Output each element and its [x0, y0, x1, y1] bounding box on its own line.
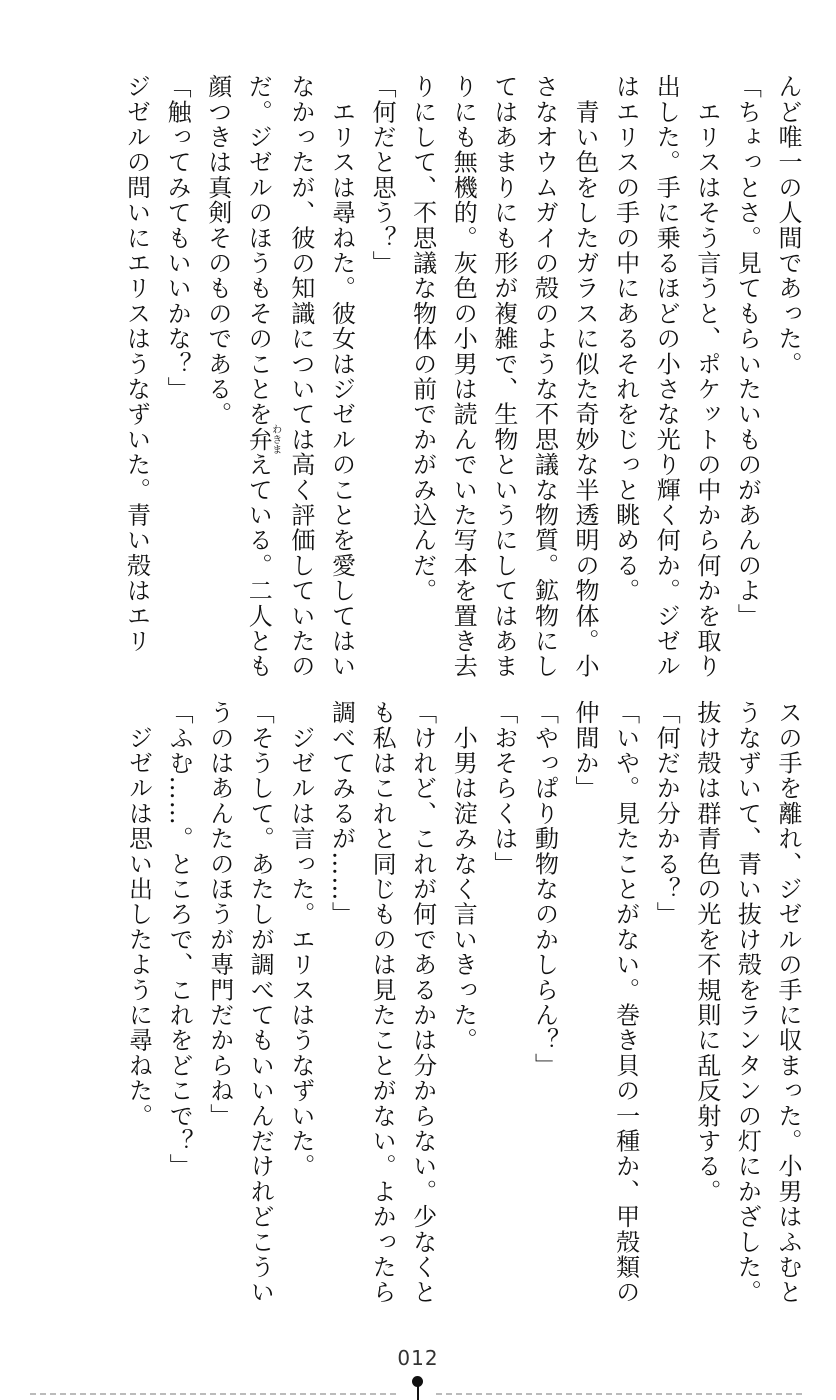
text-column: んど唯一の人間であった。	[774, 74, 802, 377]
text-column: うなずいて、青い抜け殻をランタンの灯にかざした。	[733, 700, 762, 1305]
text-column: 「おそらくは」	[489, 700, 518, 877]
ruby-line-after: えている。二人とも	[244, 452, 273, 679]
text-column: 小男は淀みなく言いきった。	[449, 700, 478, 1053]
page-marker-line	[417, 1386, 419, 1400]
text-column: 顔つきは真剣そのものである。	[203, 74, 232, 427]
text-column-with-ruby	[238, 74, 281, 694]
text-column: 仲間か」	[571, 700, 600, 801]
text-column: なかったが、彼の知識については高く評価していたの	[286, 74, 315, 679]
text-column: ジゼルは思い出したように尋ねた。	[124, 700, 153, 1129]
text-column: ジゼルは言った。エリスはうなずいた。	[286, 700, 315, 1179]
text-column: エリスは尋ねた。彼女はジゼルのことを愛してはい	[327, 74, 356, 679]
text-column: 「やっぱり動物なのかしらん？」	[530, 700, 559, 1078]
text-column: 「何だか分かる？」	[652, 700, 681, 927]
text-column: てはあまりにも形が複雑で、生物というにしてはあま	[489, 74, 518, 679]
text-column: エリスはそう言うと、ポケットの中から何かを取り	[692, 74, 721, 679]
text-column: も私はこれと同じものは見たことがない。よかったら	[368, 700, 397, 1305]
text-column: ジゼルの問いにエリスはうなずいた。青い殻はエリ	[122, 74, 151, 654]
text-column: 「ちょっとさ。見てもらいたいものがあんのよ」	[733, 74, 762, 629]
ruby-line-before: だ。ジゼルのほうもそのことを	[244, 74, 273, 427]
text-column: スの手を離れ、ジゼルの手に収まった。小男はふむと	[774, 700, 802, 1305]
text-column: りにも無機的。灰色の小男は読んでいた写本を置き去	[449, 74, 478, 679]
text-column: 青い色をしたガラスに似た奇妙な半透明の物体。小	[571, 74, 600, 679]
footer-rule-right	[436, 1393, 806, 1395]
text-column: 抜け殻は群青色の光を不規則に乱反射する。	[692, 700, 721, 1204]
text-column: 出した。手に乗るほどの小さな光り輝く何か。ジゼル	[652, 74, 681, 679]
text-column: 「ふむ……。ところで、これをどこで？」	[165, 700, 194, 1179]
text-column: 「けれど、これが何であるかは分からない。少なくと	[408, 700, 437, 1305]
text-column: 「そうして。あたしが調べてもいいんだけれどこうい	[246, 700, 275, 1305]
text-column: りにして、不思議な物体の前でかがみ込んだ。	[408, 74, 437, 604]
text-column: 「いや。見たことがない。巻き貝の一種か、甲殻類の	[611, 700, 640, 1305]
text-column: うのはあんたのほうが専門だからね」	[205, 700, 234, 1129]
footer-rule-left	[30, 1393, 400, 1395]
text-column: 調べてみるが……」	[327, 700, 356, 927]
ruby-base: 弁	[244, 424, 273, 455]
page-number: 012	[397, 1346, 439, 1370]
text-block-bottom	[108, 700, 808, 1330]
ruby-reading: わきま	[269, 424, 281, 455]
text-column: さなオウムガイの殻のような不思議な物質。鉱物にし	[530, 74, 559, 679]
ruby-annotation	[244, 424, 281, 455]
text-column: 「触ってみてもいいかな？」	[163, 74, 192, 402]
text-block-top	[108, 74, 808, 694]
text-column: 「何だと思う？」	[368, 74, 397, 276]
text-column: はエリスの手の中にあるそれをじっと眺める。	[611, 74, 640, 604]
